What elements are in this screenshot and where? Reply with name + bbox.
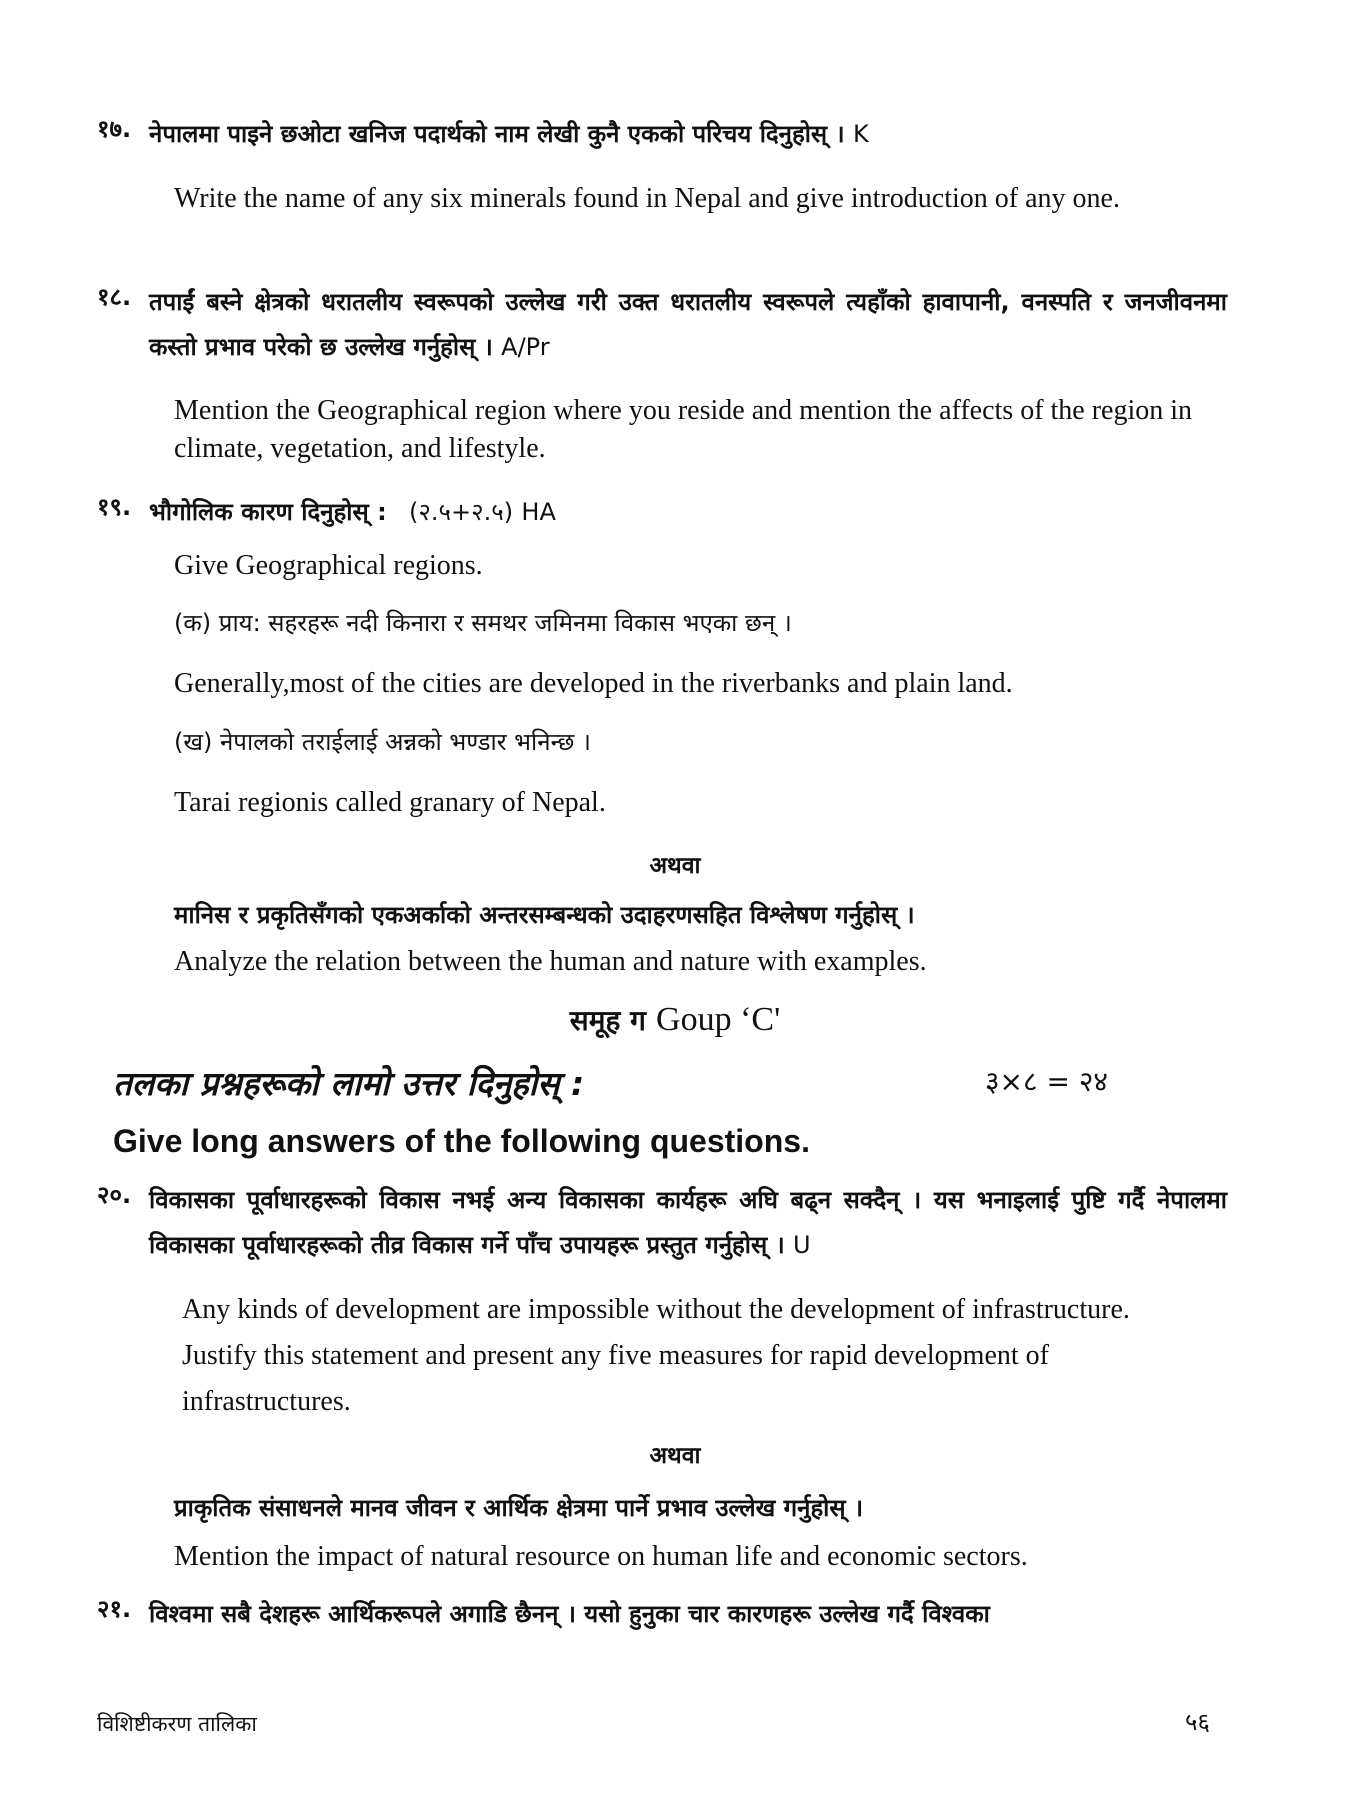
question-19-part-b-np xyxy=(174,724,1234,760)
question-text-np xyxy=(149,280,1227,370)
question-number: २०. xyxy=(97,1181,132,1209)
cognitive-tag: U xyxy=(793,1231,811,1259)
question-text-np xyxy=(149,112,1227,157)
question-18-en: Mention the Geographical region where you reside and mention the affects of the region in climate, vegetation, and lifestyle. xyxy=(174,395,1193,464)
question-number: १९. xyxy=(97,493,132,521)
group-heading-en: Goup ‘C' xyxy=(656,1001,781,1038)
group-heading-np: समूह ग xyxy=(569,1004,646,1037)
question-19-part-a-np xyxy=(174,605,1234,641)
group-marks: ३×८ = २४ xyxy=(985,1065,1108,1098)
question-18 xyxy=(97,280,1227,370)
question-19-alt-en: Analyze the relation between the human and nature with examples. xyxy=(174,946,927,977)
question-number: १७. xyxy=(97,115,132,143)
question-19-part-b-text: (ख) नेपालको तराईलाई अन्नको भण्डार भनिन्छ । xyxy=(174,728,591,756)
question-20-alt-np: प्राकृतिक संसाधनले मानव जीवन र आर्थिक क्षेत्रमा पार्ने प्रभाव उल्लेख गर्नुहोस् । xyxy=(174,1494,864,1522)
question-number: १८. xyxy=(97,283,132,311)
cognitive-tag: K xyxy=(852,120,869,148)
question-number: २१. xyxy=(97,1595,132,1623)
question-19 xyxy=(97,490,1227,535)
question-17 xyxy=(97,112,1227,157)
question-text-np xyxy=(149,1178,1227,1268)
footer-title: विशिष्टीकरण तालिका xyxy=(97,1712,257,1736)
question-text-np xyxy=(149,490,1227,535)
question-19-part-a-text: (क) प्राय: सहरहरू नदी किनारा र समथर जमिनमा विकास भएका छन् । xyxy=(174,609,792,637)
question-17-np: नेपालमा पाइने छओटा खनिज पदार्थको नाम लेखी कुनै एकको परिचय दिनुहोस् । xyxy=(149,120,845,148)
question-20 xyxy=(97,1178,1227,1268)
cognitive-tag: HA xyxy=(521,498,556,526)
marks-allocation: (२.५+२.५) xyxy=(409,498,514,526)
question-18-np: तपाईं बस्ने क्षेत्रको धरातलीय स्वरूपको उल्लेख गरी उक्त धरातलीय स्वरूपले त्यहाँको हावापानी, वनस्पति र जनजीवनमा कस्तो प्रभाव परेको छ उल्लेख गर्नुहोस् । xyxy=(149,288,1227,361)
question-21 xyxy=(97,1592,1227,1637)
instruction-np: तलका प्रश्नहरूको लामो उत्तर दिनुहोस् : xyxy=(113,1064,585,1103)
group-heading xyxy=(0,1000,1350,1039)
question-19-part-a-en: Generally,most of the cities are developed in the riverbanks and plain land. xyxy=(174,668,1013,699)
question-text-np xyxy=(149,1592,1227,1637)
instruction-en: Give long answers of the following questions. xyxy=(113,1123,810,1159)
question-20-alt-en: Mention the impact of natural resource on human life and economic sectors. xyxy=(174,1541,1028,1572)
question-17-en: Write the name of any six minerals found in Nepal and give introduction of any one. xyxy=(174,183,1120,214)
question-20-en: Any kinds of development are impossible without the development of infrastructure. Justify this statement and present any five measures for rapid development of infrastructures. xyxy=(182,1294,1130,1417)
question-20-np: विकासका पूर्वाधारहरूको विकास नभई अन्य विकासका कार्यहरू अघि बढ्न सक्दैन् । यस भनाइलाई पुष्टि गर्दै नेपालमा विकासका पूर्वाधारहरूको तीव्र विकास गर्ने पाँच उपायहरू प्रस्तुत गर्नुहोस् । xyxy=(149,1186,1227,1259)
or-divider: अथवा xyxy=(649,853,701,879)
question-19-en: Give Geographical regions. xyxy=(174,550,483,581)
question-19-alt-np: मानिस र प्रकृतिसँगको एकअर्काको अन्तरसम्बन्धको उदाहरणसहित विश्लेषण गर्नुहोस् । xyxy=(174,901,915,929)
page-number: ५६ xyxy=(1185,1708,1210,1736)
or-divider: अथवा xyxy=(649,1443,701,1469)
question-19-np: भौगोलिक कारण दिनुहोस् : xyxy=(149,498,387,526)
question-19-part-b-en: Tarai regionis called granary of Nepal. xyxy=(174,787,606,818)
cognitive-tag: A/Pr xyxy=(501,333,550,361)
question-21-np: विश्वमा सबै देशहरू आर्थिकरूपले अगाडि छैनन् । यसो हुनुका चार कारणहरू उल्लेख गर्दै विश्वका xyxy=(149,1600,990,1628)
